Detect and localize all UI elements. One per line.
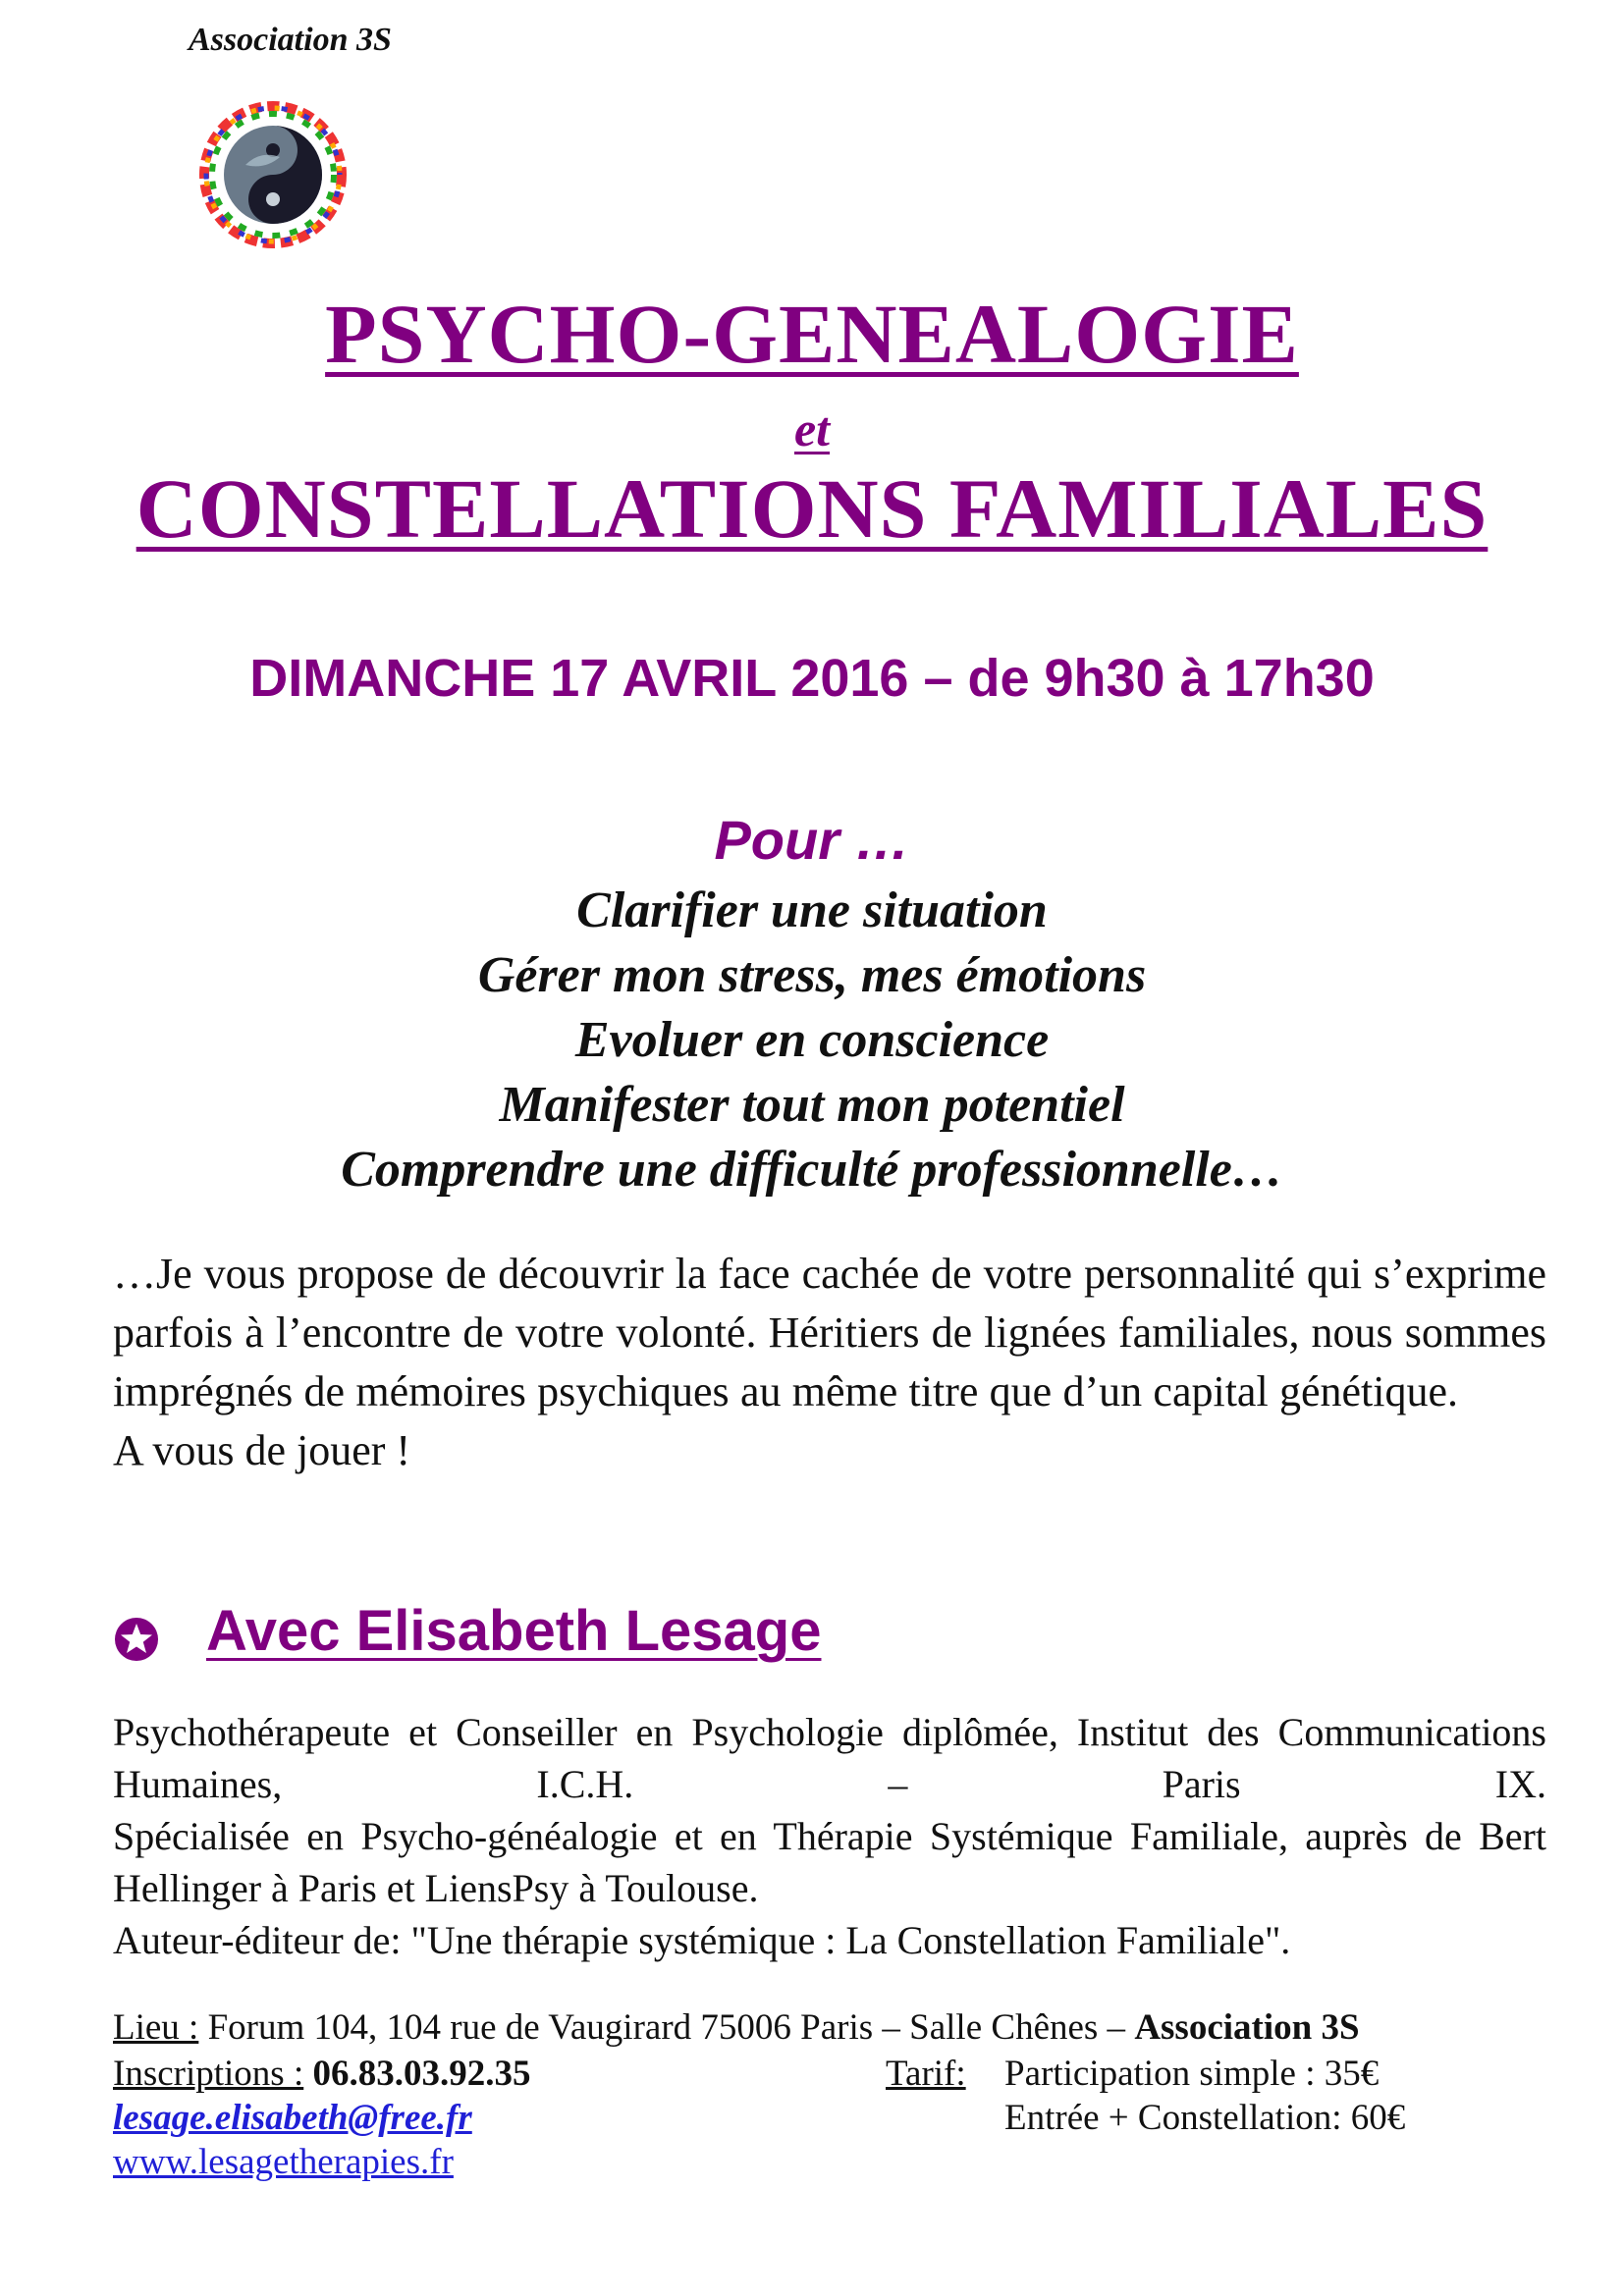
goal-item: Manifester tout mon potentiel — [499, 1077, 1125, 1133]
email-link[interactable]: lesage.elisabeth@free.fr — [113, 2098, 472, 2138]
tarif-constellation: Entrée + Constellation: 60€ — [1004, 2098, 1406, 2138]
lieu-row — [113, 2005, 1360, 2050]
tarif-label: Tarif: — [886, 2054, 966, 2094]
website-link[interactable]: www.lesagetherapies.fr — [113, 2142, 454, 2182]
lieu-label: Lieu : — [113, 2007, 199, 2048]
bio-line: Auteur-éditeur de: "Une thérapie systémique : La Constellation Familiale". — [113, 1918, 1291, 1962]
goals-list — [0, 879, 1624, 1202]
goal-item: Gérer mon stress, mes émotions — [477, 947, 1147, 1003]
yin-yang-globe-with-circle-of-people-icon — [187, 96, 358, 253]
presenter-heading: Avec Elisabeth Lesage — [206, 1599, 822, 1663]
title-line-2: CONSTELLATIONS FAMILIALES — [135, 461, 1489, 556]
inscriptions-row — [113, 2052, 530, 2096]
goal-item: Clarifier une situation — [576, 882, 1048, 938]
intro-tail: A vous de jouer ! — [113, 1426, 411, 1474]
bio-line: Psychothérapeute et Conseiller en Psychologie diplômée, Institut des Communications Humaines, I.C.H. – Paris IX. — [113, 1710, 1546, 1806]
pour-heading: Pour … — [714, 809, 910, 871]
star-in-circle-icon — [112, 1615, 161, 1664]
goal-item: Comprendre une difficulté professionnelle… — [341, 1142, 1283, 1198]
lieu-organization: Association 3S — [1134, 2007, 1360, 2048]
tarif-simple: Participation simple : 35€ — [1004, 2054, 1380, 2094]
bio-line: Spécialisée en Psycho-généalogie et en Thérapie Systémique Familiale, auprès de Bert Hellinger à Paris et LiensPsy à Toulouse. — [113, 1814, 1546, 1910]
intro-text: …Je vous propose de découvrir la face cachée de votre personnalité qui s’exprime parfois à l’encontre de votre volonté. Héritiers de lignées familiales, nous sommes imprégnés de mémoires psychiques au même titre que d’un capital génétique. — [113, 1250, 1546, 1415]
title-line-1: PSYCHO-GENEALOGIE — [325, 287, 1299, 381]
intro-paragraph — [113, 1245, 1546, 1480]
event-date: DIMANCHE 17 AVRIL 2016 – de 9h30 à 17h30 — [249, 649, 1375, 708]
inscriptions-label: Inscriptions : — [113, 2054, 304, 2094]
title-connector: et — [793, 401, 831, 456]
association-name: Association 3S — [189, 22, 392, 58]
goal-item: Evoluer en conscience — [574, 1012, 1050, 1068]
presenter-bio — [113, 1706, 1546, 1966]
inscriptions-phone: 06.83.03.92.35 — [303, 2054, 531, 2094]
lieu-value: Forum 104, 104 rue de Vaugirard 75006 Paris – Salle Chênes – — [198, 2007, 1135, 2048]
